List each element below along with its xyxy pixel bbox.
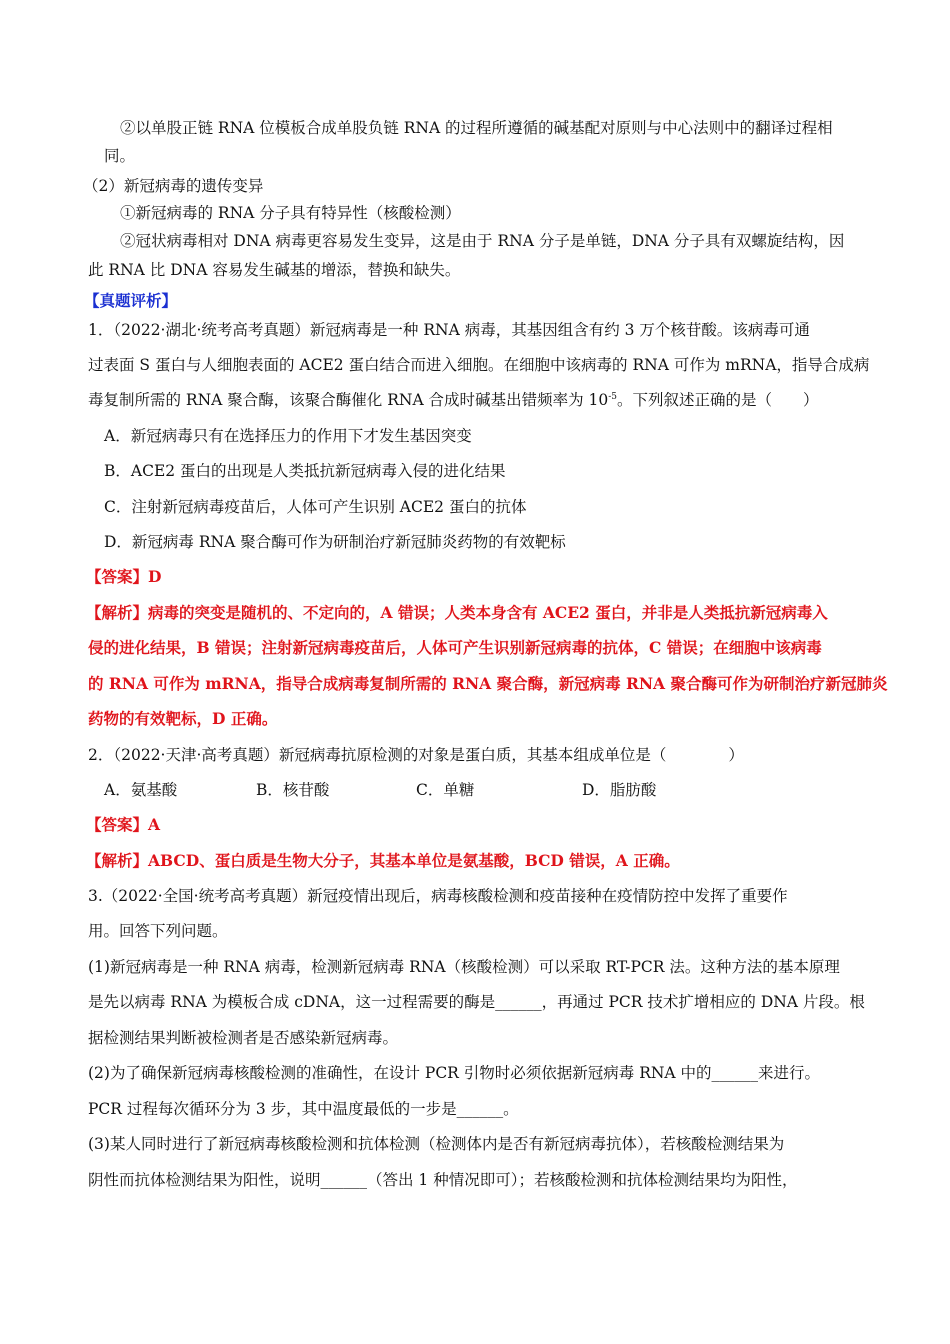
question-1-stem: [88, 390, 819, 410]
option-a: A．新冠病毒只有在选择压力的作用下才发生基因突变: [104, 427, 472, 445]
analysis-text: 病毒的突变是随机的、不定向的，A 错误；人类本身含有 ACE2 蛋白，并非是人类抵抗新冠病毒入: [148, 603, 828, 622]
analysis-text: 药物的有效靶标，D 正确。: [88, 709, 278, 728]
question-3-part: 是先以病毒 RNA 为模板合成 cDNA，这一过程需要的酶是______，再通过 PCR 技术扩增相应的 DNA 片段。根: [88, 993, 865, 1011]
analysis-label: 【解析】: [86, 851, 149, 870]
theory-paragraph: ②冠状病毒相对 DNA 病毒更容易发生变异，这是由于 RNA 分子是单链，DNA 分子具有双螺旋结构，因: [120, 232, 845, 250]
question-2-options: [104, 780, 656, 800]
option-d: D．新冠病毒 RNA 聚合酶可作为研制治疗新冠肺炎药物的有效靶标: [104, 533, 566, 551]
question-3-part: (2)为了确保新冠病毒核酸检测的准确性，在设计 PCR 引物时必须依据新冠病毒 RNA 中的______来进行。: [88, 1064, 821, 1082]
analysis-line: [86, 603, 828, 623]
option-c: C．注射新冠病毒疫苗后，人体可产生识别 ACE2 蛋白的抗体: [104, 498, 527, 516]
answer-line: [86, 815, 160, 835]
question-3-part: 据检测结果判断被检测者是否感染新冠病毒。: [88, 1029, 399, 1047]
question-3-part: PCR 过程每次循环分为 3 步，其中温度最低的一步是______。: [88, 1100, 519, 1118]
theory-paragraph: ②以单股正链 RNA 位模板合成单股负链 RNA 的过程所遵循的碱基配对原则与中心法则中的翻译过程相: [120, 119, 833, 137]
answer-value: A: [148, 815, 161, 834]
question-1-stem: 过表面 S 蛋白与人细胞表面的 ACE2 蛋白结合而进入细胞。在细胞中该病毒的 RNA 可作为 mRNA，指导合成病: [88, 356, 870, 374]
theory-paragraph: 同。: [104, 147, 136, 165]
analysis-label: 【解析】: [86, 603, 149, 622]
theory-heading: （2）新冠病毒的遗传变异: [83, 177, 264, 195]
analysis-text: ABCD、蛋白质是生物大分子，其基本单位是氨基酸，BCD 错误，A 正确。: [148, 851, 680, 870]
question-3-part: (1)新冠病毒是一种 RNA 病毒，检测新冠病毒 RNA（核酸检测）可以采取 RT-PCR 法。这种方法的基本原理: [88, 958, 840, 976]
answer-line: [86, 567, 161, 587]
question-1-stem: 1．（2022·湖北·统考高考真题）新冠病毒是一种 RNA 病毒，其基因组含有约 3 万个核苷酸。该病毒可通: [88, 321, 810, 339]
option-a: A．氨基酸: [104, 781, 178, 799]
option-d: D．脂肪酸: [582, 781, 657, 799]
theory-paragraph: ①新冠病毒的 RNA 分子具有特异性（核酸检测）: [120, 204, 461, 222]
question-3-stem: 用。回答下列问题。: [88, 922, 228, 940]
analysis-line: [86, 851, 680, 871]
theory-paragraph: 此 RNA 比 DNA 容易发生碱基的增添，替换和缺失。: [88, 261, 461, 279]
answer-label: 【答案】: [86, 567, 149, 586]
section-title: 【真题评析】: [84, 291, 178, 310]
exponent: -5: [608, 391, 617, 402]
question-2-stem: 2．（2022·天津·高考真题）新冠病毒抗原检测的对象是蛋白质，其基本组成单位是（ ）: [88, 746, 744, 764]
analysis-text: 的 RNA 可作为 mRNA，指导合成病毒复制所需的 RNA 聚合酶，新冠病毒 RNA 聚合酶可作为研制治疗新冠肺炎: [88, 674, 888, 693]
question-3-part: (3)某人同时进行了新冠病毒核酸检测和抗体检测（检测体内是否有新冠病毒抗体），若核酸检测结果为: [88, 1135, 785, 1153]
option-b: B．ACE2 蛋白的出现是人类抵抗新冠病毒入侵的进化结果: [104, 462, 506, 480]
question-3-stem: 3.（2022·全国·统考高考真题）新冠疫情出现后，病毒核酸检测和疫苗接种在疫情防控中发挥了重要作: [88, 887, 788, 905]
option-b: B．核苷酸: [256, 781, 330, 799]
answer-value: D: [148, 567, 162, 586]
analysis-text: 侵的进化结果，B 错误；注射新冠病毒疫苗后，人体可产生识别新冠病毒的抗体，C 错误；在细胞中该病毒: [88, 638, 822, 657]
option-c: C．单糖: [416, 781, 475, 799]
answer-label: 【答案】: [86, 815, 149, 834]
question-1-stem-text: 毒复制所需的 RNA 聚合酶，该聚合酶催化 RNA 合成时碱基出错频率为 10: [88, 391, 609, 409]
question-1-stem-text: 。下列叙述正确的是（ ）: [617, 391, 819, 409]
question-3-part: 阴性而抗体检测结果为阳性，说明______（答出 1 种情况即可）；若核酸检测和抗体检测结果均为阳性，: [88, 1171, 798, 1189]
